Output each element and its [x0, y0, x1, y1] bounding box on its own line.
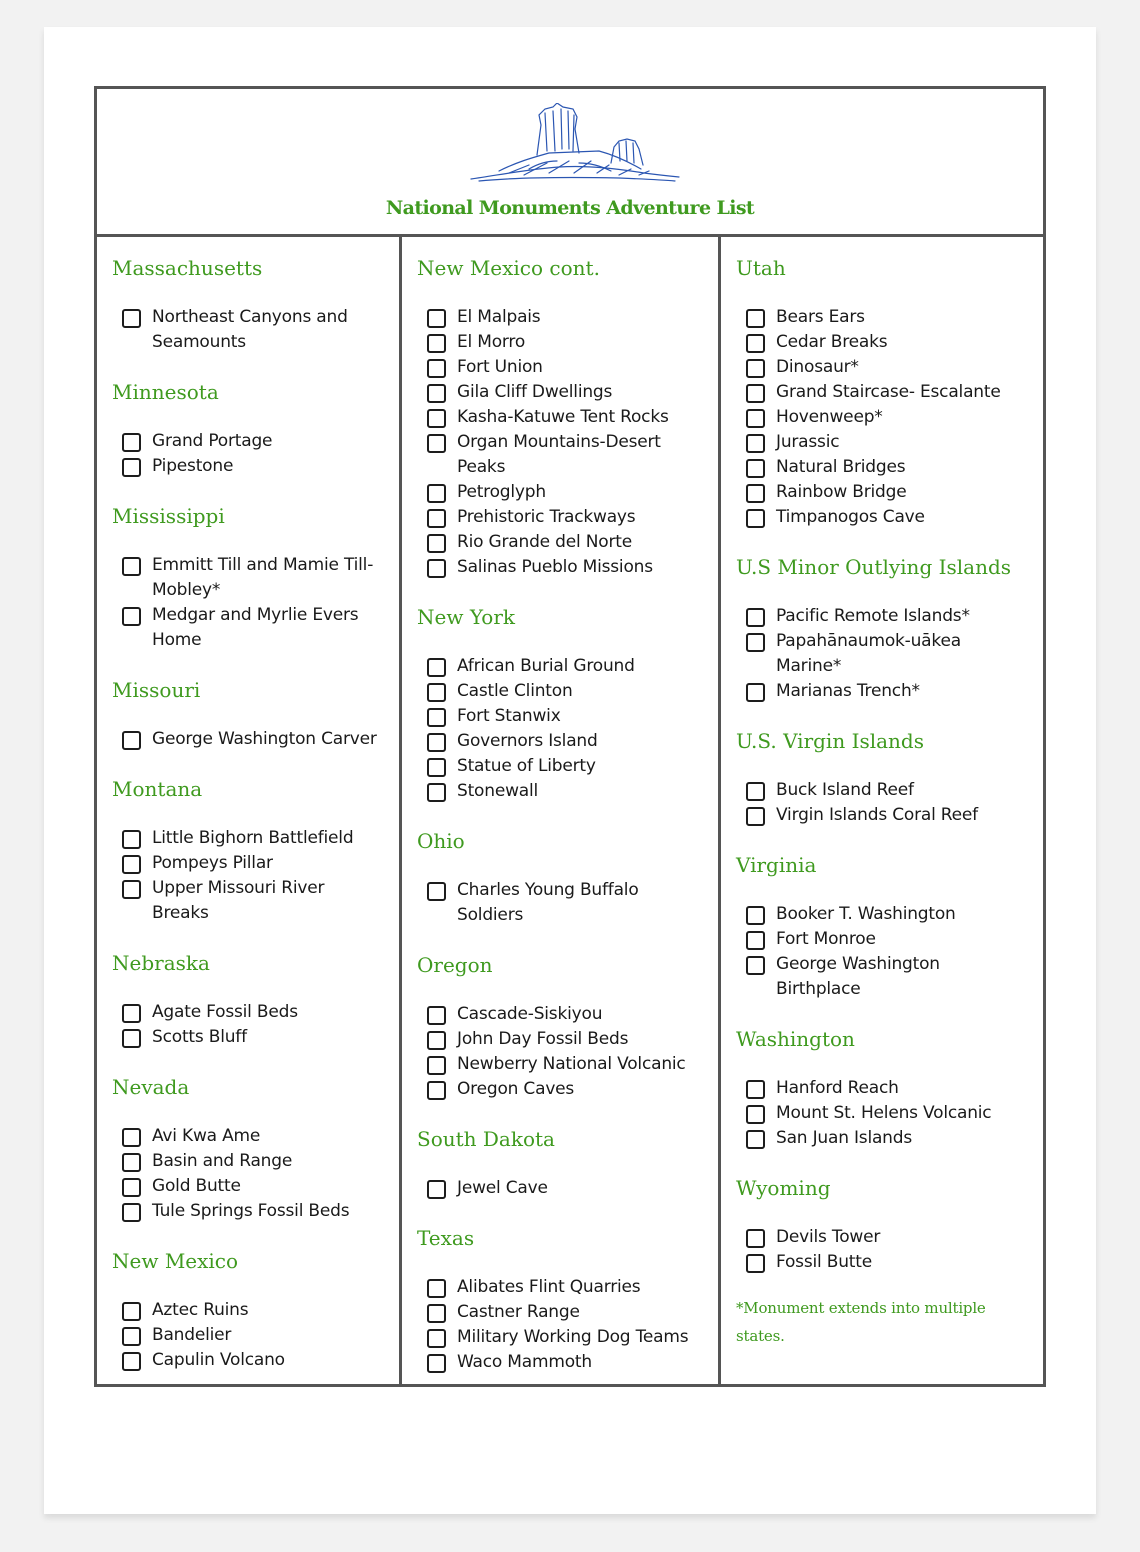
monument-name: Petroglyph	[457, 482, 546, 502]
monument-item[interactable]	[427, 1077, 574, 1102]
monument-name: Hanford Reach	[776, 1078, 899, 1098]
monument-item[interactable]	[427, 1052, 686, 1077]
monument-item[interactable]	[427, 555, 653, 580]
monument-name: Cascade-Siskiyou	[457, 1004, 603, 1024]
checkbox[interactable]	[746, 683, 765, 702]
checkbox[interactable]	[427, 559, 446, 578]
checkbox[interactable]	[427, 758, 446, 777]
monument-name: Waco Mammoth	[457, 1352, 592, 1372]
monument-name: Buck Island Reef	[776, 780, 914, 800]
monument-item[interactable]	[746, 405, 883, 430]
monument-item[interactable]	[122, 1298, 248, 1323]
checkbox[interactable]	[122, 1004, 141, 1023]
monument-item[interactable]	[427, 679, 573, 704]
monument-item[interactable]	[122, 1000, 298, 1025]
monument-name: Timpanogos Cave	[776, 507, 925, 527]
monument-item[interactable]	[746, 803, 978, 828]
monument-name: Hovenweep*	[776, 407, 883, 427]
checkbox[interactable]	[746, 359, 765, 378]
checkbox[interactable]	[427, 1279, 446, 1298]
state-heading: Washington	[736, 1027, 855, 1051]
monument-name: Gila Cliff Dwellings	[457, 382, 613, 402]
checkbox[interactable]	[746, 931, 765, 950]
checkbox[interactable]	[122, 1029, 141, 1048]
state-heading: New Mexico	[112, 1249, 239, 1273]
monument-item[interactable]	[122, 727, 377, 752]
monument-item[interactable]	[746, 1101, 991, 1126]
checkbox[interactable]	[122, 1153, 141, 1172]
monument-name: Jewel Cave	[457, 1178, 548, 1198]
monument-name: Natural Bridges	[776, 457, 906, 477]
monument-item[interactable]	[427, 405, 669, 430]
state-heading: Montana	[112, 777, 203, 801]
checkbox[interactable]	[427, 882, 446, 901]
monument-item[interactable]	[427, 505, 635, 530]
checkbox[interactable]	[746, 384, 765, 403]
checkbox[interactable]	[427, 658, 446, 677]
checkbox[interactable]	[427, 309, 446, 328]
checkbox[interactable]	[427, 783, 446, 802]
monument-name: Statue of Liberty	[457, 756, 596, 776]
monument-item[interactable]	[746, 455, 905, 480]
monument-name: Pipestone	[152, 456, 234, 476]
state-heading: Virginia	[736, 853, 817, 877]
monument-name: Prehistoric Trackways	[457, 507, 636, 527]
checkbox[interactable]	[427, 384, 446, 403]
checkbox[interactable]	[427, 1006, 446, 1025]
checkbox[interactable]	[746, 334, 765, 353]
monument-name: Bears Ears	[776, 307, 865, 327]
monument-item[interactable]	[122, 826, 353, 851]
checkbox[interactable]	[746, 1254, 765, 1273]
monument-item[interactable]	[427, 430, 661, 480]
monument-name: Pompeys Pillar	[152, 853, 273, 873]
checkbox[interactable]	[122, 1302, 141, 1321]
checkbox[interactable]	[427, 1031, 446, 1050]
checkbox[interactable]	[427, 683, 446, 702]
monument-name: Papahānaumok-uākea Marine*	[776, 631, 961, 676]
monument-name: Rio Grande del Norte	[457, 532, 632, 552]
checkbox[interactable]	[427, 409, 446, 428]
monument-name: El Malpais	[457, 307, 541, 327]
monument-item[interactable]	[122, 305, 348, 355]
monument-name: Bandelier	[152, 1325, 232, 1345]
checkbox[interactable]	[122, 1203, 141, 1222]
checkbox[interactable]	[427, 708, 446, 727]
state-heading: Nevada	[112, 1075, 190, 1099]
checkbox[interactable]	[427, 1304, 446, 1323]
monument-name: Dinosaur*	[776, 357, 859, 377]
checkbox[interactable]	[746, 1229, 765, 1248]
monument-item[interactable]	[122, 1025, 247, 1050]
monument-name: Agate Fossil Beds	[152, 1002, 298, 1022]
monument-name: Medgar and Myrlie Evers Home	[152, 605, 359, 650]
monument-name: George Washington Birthplace	[776, 954, 940, 999]
monument-name: Kasha-Katuwe Tent Rocks	[457, 407, 669, 427]
checkbox[interactable]	[427, 509, 446, 528]
monument-item[interactable]	[746, 1076, 899, 1101]
monument-item[interactable]	[427, 480, 546, 505]
monument-name: Salinas Pueblo Missions	[457, 557, 653, 577]
checkbox[interactable]	[122, 557, 141, 576]
monument-item[interactable]	[427, 729, 598, 754]
checkbox[interactable]	[427, 1180, 446, 1199]
monument-item[interactable]	[427, 1300, 580, 1325]
checkbox[interactable]	[746, 434, 765, 453]
monument-item[interactable]	[427, 530, 632, 555]
checkbox[interactable]	[427, 359, 446, 378]
monument-name: African Burial Ground	[457, 656, 635, 676]
monument-name: Fossil Butte	[776, 1252, 872, 1272]
checkbox[interactable]	[746, 459, 765, 478]
monument-item[interactable]	[427, 1325, 688, 1350]
monument-name: Newberry National Volcanic	[457, 1054, 686, 1074]
monument-name: Emmitt Till and Mamie Till- Mobley*	[152, 555, 374, 600]
checkbox[interactable]	[122, 1352, 141, 1371]
monument-item[interactable]	[746, 1126, 912, 1151]
monument-name: Mount St. Helens Volcanic	[776, 1103, 992, 1123]
state-heading: Utah	[736, 256, 786, 280]
monument-name: Pacific Remote Islands*	[776, 606, 970, 626]
monument-name: Grand Staircase- Escalante	[776, 382, 1001, 402]
monument-item[interactable]	[427, 1002, 602, 1027]
monument-name: Fort Stanwix	[457, 706, 561, 726]
checkbox[interactable]	[122, 458, 141, 477]
checkbox[interactable]	[122, 731, 141, 750]
checkbox[interactable]	[122, 855, 141, 874]
monument-name: Cedar Breaks	[776, 332, 888, 352]
monument-name: John Day Fossil Beds	[457, 1029, 629, 1049]
checkbox[interactable]	[122, 1327, 141, 1346]
monument-item[interactable]	[122, 553, 373, 603]
monument-item[interactable]	[427, 779, 538, 804]
monument-name: Stonewall	[457, 781, 539, 801]
monument-item[interactable]	[746, 952, 940, 1002]
monument-name: Fort Monroe	[776, 929, 876, 949]
monument-item[interactable]	[427, 704, 561, 729]
checklist-frame	[94, 86, 1046, 1387]
checkbox[interactable]	[122, 607, 141, 626]
checkbox[interactable]	[427, 484, 446, 503]
checkbox[interactable]	[427, 434, 446, 453]
monument-item[interactable]	[122, 1199, 349, 1224]
checkbox[interactable]	[746, 782, 765, 801]
monument-name: Rainbow Bridge	[776, 482, 907, 502]
monument-item[interactable]	[427, 1350, 592, 1375]
monument-name: Scotts Bluff	[152, 1027, 247, 1047]
monument-name: Fort Union	[457, 357, 543, 377]
monument-name: San Juan Islands	[776, 1128, 913, 1148]
footnote: *Monument extends into multiple states.	[736, 1299, 986, 1345]
monument-item[interactable]	[427, 355, 543, 380]
checkbox[interactable]	[746, 1105, 765, 1124]
monument-name: Jurassic	[776, 432, 840, 452]
state-heading: Oregon	[417, 953, 493, 977]
state-heading: Nebraska	[112, 951, 210, 975]
monument-item[interactable]	[746, 480, 906, 505]
monument-item[interactable]	[746, 330, 887, 355]
monument-name: Little Bighorn Battlefield	[152, 828, 354, 848]
state-heading: Massachusetts	[112, 256, 263, 280]
checkbox[interactable]	[746, 807, 765, 826]
checkbox[interactable]	[427, 1056, 446, 1075]
monument-item[interactable]	[746, 355, 859, 380]
monument-name: Military Working Dog Teams	[457, 1327, 689, 1347]
state-heading: Minnesota	[112, 380, 219, 404]
monument-item[interactable]	[746, 778, 914, 803]
state-heading: Ohio	[417, 829, 465, 853]
monument-item[interactable]	[427, 1176, 548, 1201]
monument-item[interactable]	[122, 851, 273, 876]
monument-name: Booker T. Washington	[776, 904, 956, 924]
monument-item[interactable]	[427, 754, 596, 779]
monument-item[interactable]	[122, 1149, 292, 1174]
monument-name: Gold Butte	[152, 1176, 241, 1196]
monument-item[interactable]	[746, 679, 920, 704]
monument-name: Northeast Canyons and Seamounts	[152, 307, 348, 352]
monument-item[interactable]	[122, 876, 324, 926]
checkbox[interactable]	[427, 733, 446, 752]
monument-item[interactable]	[746, 430, 839, 455]
checkbox[interactable]	[122, 1178, 141, 1197]
monument-item[interactable]	[122, 454, 233, 479]
checkbox[interactable]	[427, 1329, 446, 1348]
checkbox[interactable]	[427, 534, 446, 553]
monument-item[interactable]	[746, 1225, 880, 1250]
monument-name: Governors Island	[457, 731, 598, 751]
monument-name: Castle Clinton	[457, 681, 573, 701]
checkbox[interactable]	[746, 956, 765, 975]
checkbox[interactable]	[746, 409, 765, 428]
checkbox[interactable]	[746, 608, 765, 627]
monument-item[interactable]	[746, 604, 970, 629]
monument-item[interactable]	[746, 505, 925, 530]
monument-name: Castner Range	[457, 1302, 580, 1322]
state-heading: Texas	[417, 1226, 475, 1250]
monument-name: Tule Springs Fossil Beds	[152, 1201, 350, 1221]
monument-item[interactable]	[746, 927, 876, 952]
state-heading: Mississippi	[112, 504, 225, 528]
monument-item[interactable]	[746, 305, 865, 330]
monument-name: Virgin Islands Coral Reef	[776, 805, 978, 825]
checkbox[interactable]	[746, 1130, 765, 1149]
monument-name: Basin and Range	[152, 1151, 293, 1171]
checkbox[interactable]	[746, 509, 765, 528]
checkbox[interactable]	[427, 1081, 446, 1100]
monument-name: Organ Mountains-Desert Peaks	[457, 432, 661, 477]
monument-name: Charles Young Buffalo Soldiers	[457, 880, 639, 925]
state-heading: U.S Minor Outlying Islands	[736, 555, 1012, 579]
checkbox[interactable]	[746, 633, 765, 652]
state-heading: New York	[417, 605, 515, 629]
monument-item[interactable]	[746, 380, 1001, 405]
state-heading: South Dakota	[417, 1127, 555, 1151]
monument-name: Alibates Flint Quarries	[457, 1277, 641, 1297]
monument-item[interactable]	[427, 1027, 628, 1052]
monument-item[interactable]	[746, 629, 961, 679]
checkbox[interactable]	[746, 484, 765, 503]
monument-name: George Washington Carver	[152, 729, 377, 749]
state-heading: Wyoming	[736, 1176, 831, 1200]
monument-name: Aztec Ruins	[152, 1300, 249, 1320]
monument-name: Upper Missouri River Breaks	[152, 878, 325, 923]
monument-item[interactable]	[746, 902, 956, 927]
checkbox[interactable]	[746, 906, 765, 925]
state-heading: New Mexico cont.	[417, 256, 600, 280]
monument-item[interactable]	[427, 878, 639, 928]
header	[97, 89, 1043, 237]
monument-item[interactable]	[427, 1275, 640, 1300]
monument-item[interactable]	[122, 429, 272, 454]
page-title: National Monuments Adventure List	[385, 197, 755, 219]
state-heading: U.S. Virgin Islands	[736, 729, 924, 753]
monument-item[interactable]	[122, 1323, 231, 1348]
monument-name: El Morro	[457, 332, 526, 352]
checkbox[interactable]	[122, 830, 141, 849]
column-divider	[718, 237, 721, 1387]
monument-item[interactable]	[122, 1174, 241, 1199]
monument-item[interactable]	[427, 330, 525, 355]
monument-item[interactable]	[746, 1250, 872, 1275]
monument-name: Devils Tower	[776, 1227, 881, 1247]
checkbox[interactable]	[122, 1128, 141, 1147]
column-divider	[399, 237, 402, 1387]
butte-mesa-icon	[469, 103, 681, 187]
monument-item[interactable]	[427, 305, 540, 330]
monument-item[interactable]	[122, 1348, 285, 1373]
checkbox[interactable]	[122, 880, 141, 899]
checkbox[interactable]	[122, 309, 141, 328]
monument-item[interactable]	[122, 1124, 260, 1149]
monument-name: Capulin Volcano	[152, 1350, 285, 1370]
monument-item[interactable]	[122, 603, 358, 653]
monument-item[interactable]	[427, 654, 635, 679]
monument-name: Grand Portage	[152, 431, 273, 451]
checkbox[interactable]	[746, 1080, 765, 1099]
checkbox[interactable]	[746, 309, 765, 328]
monument-name: Marianas Trench*	[776, 681, 920, 701]
checkbox[interactable]	[122, 433, 141, 452]
monument-name: Oregon Caves	[457, 1079, 575, 1099]
checkbox[interactable]	[427, 334, 446, 353]
checkbox[interactable]	[427, 1354, 446, 1373]
monument-name: Avi Kwa Ame	[152, 1126, 261, 1146]
monument-item[interactable]	[427, 380, 612, 405]
state-heading: Missouri	[112, 678, 201, 702]
